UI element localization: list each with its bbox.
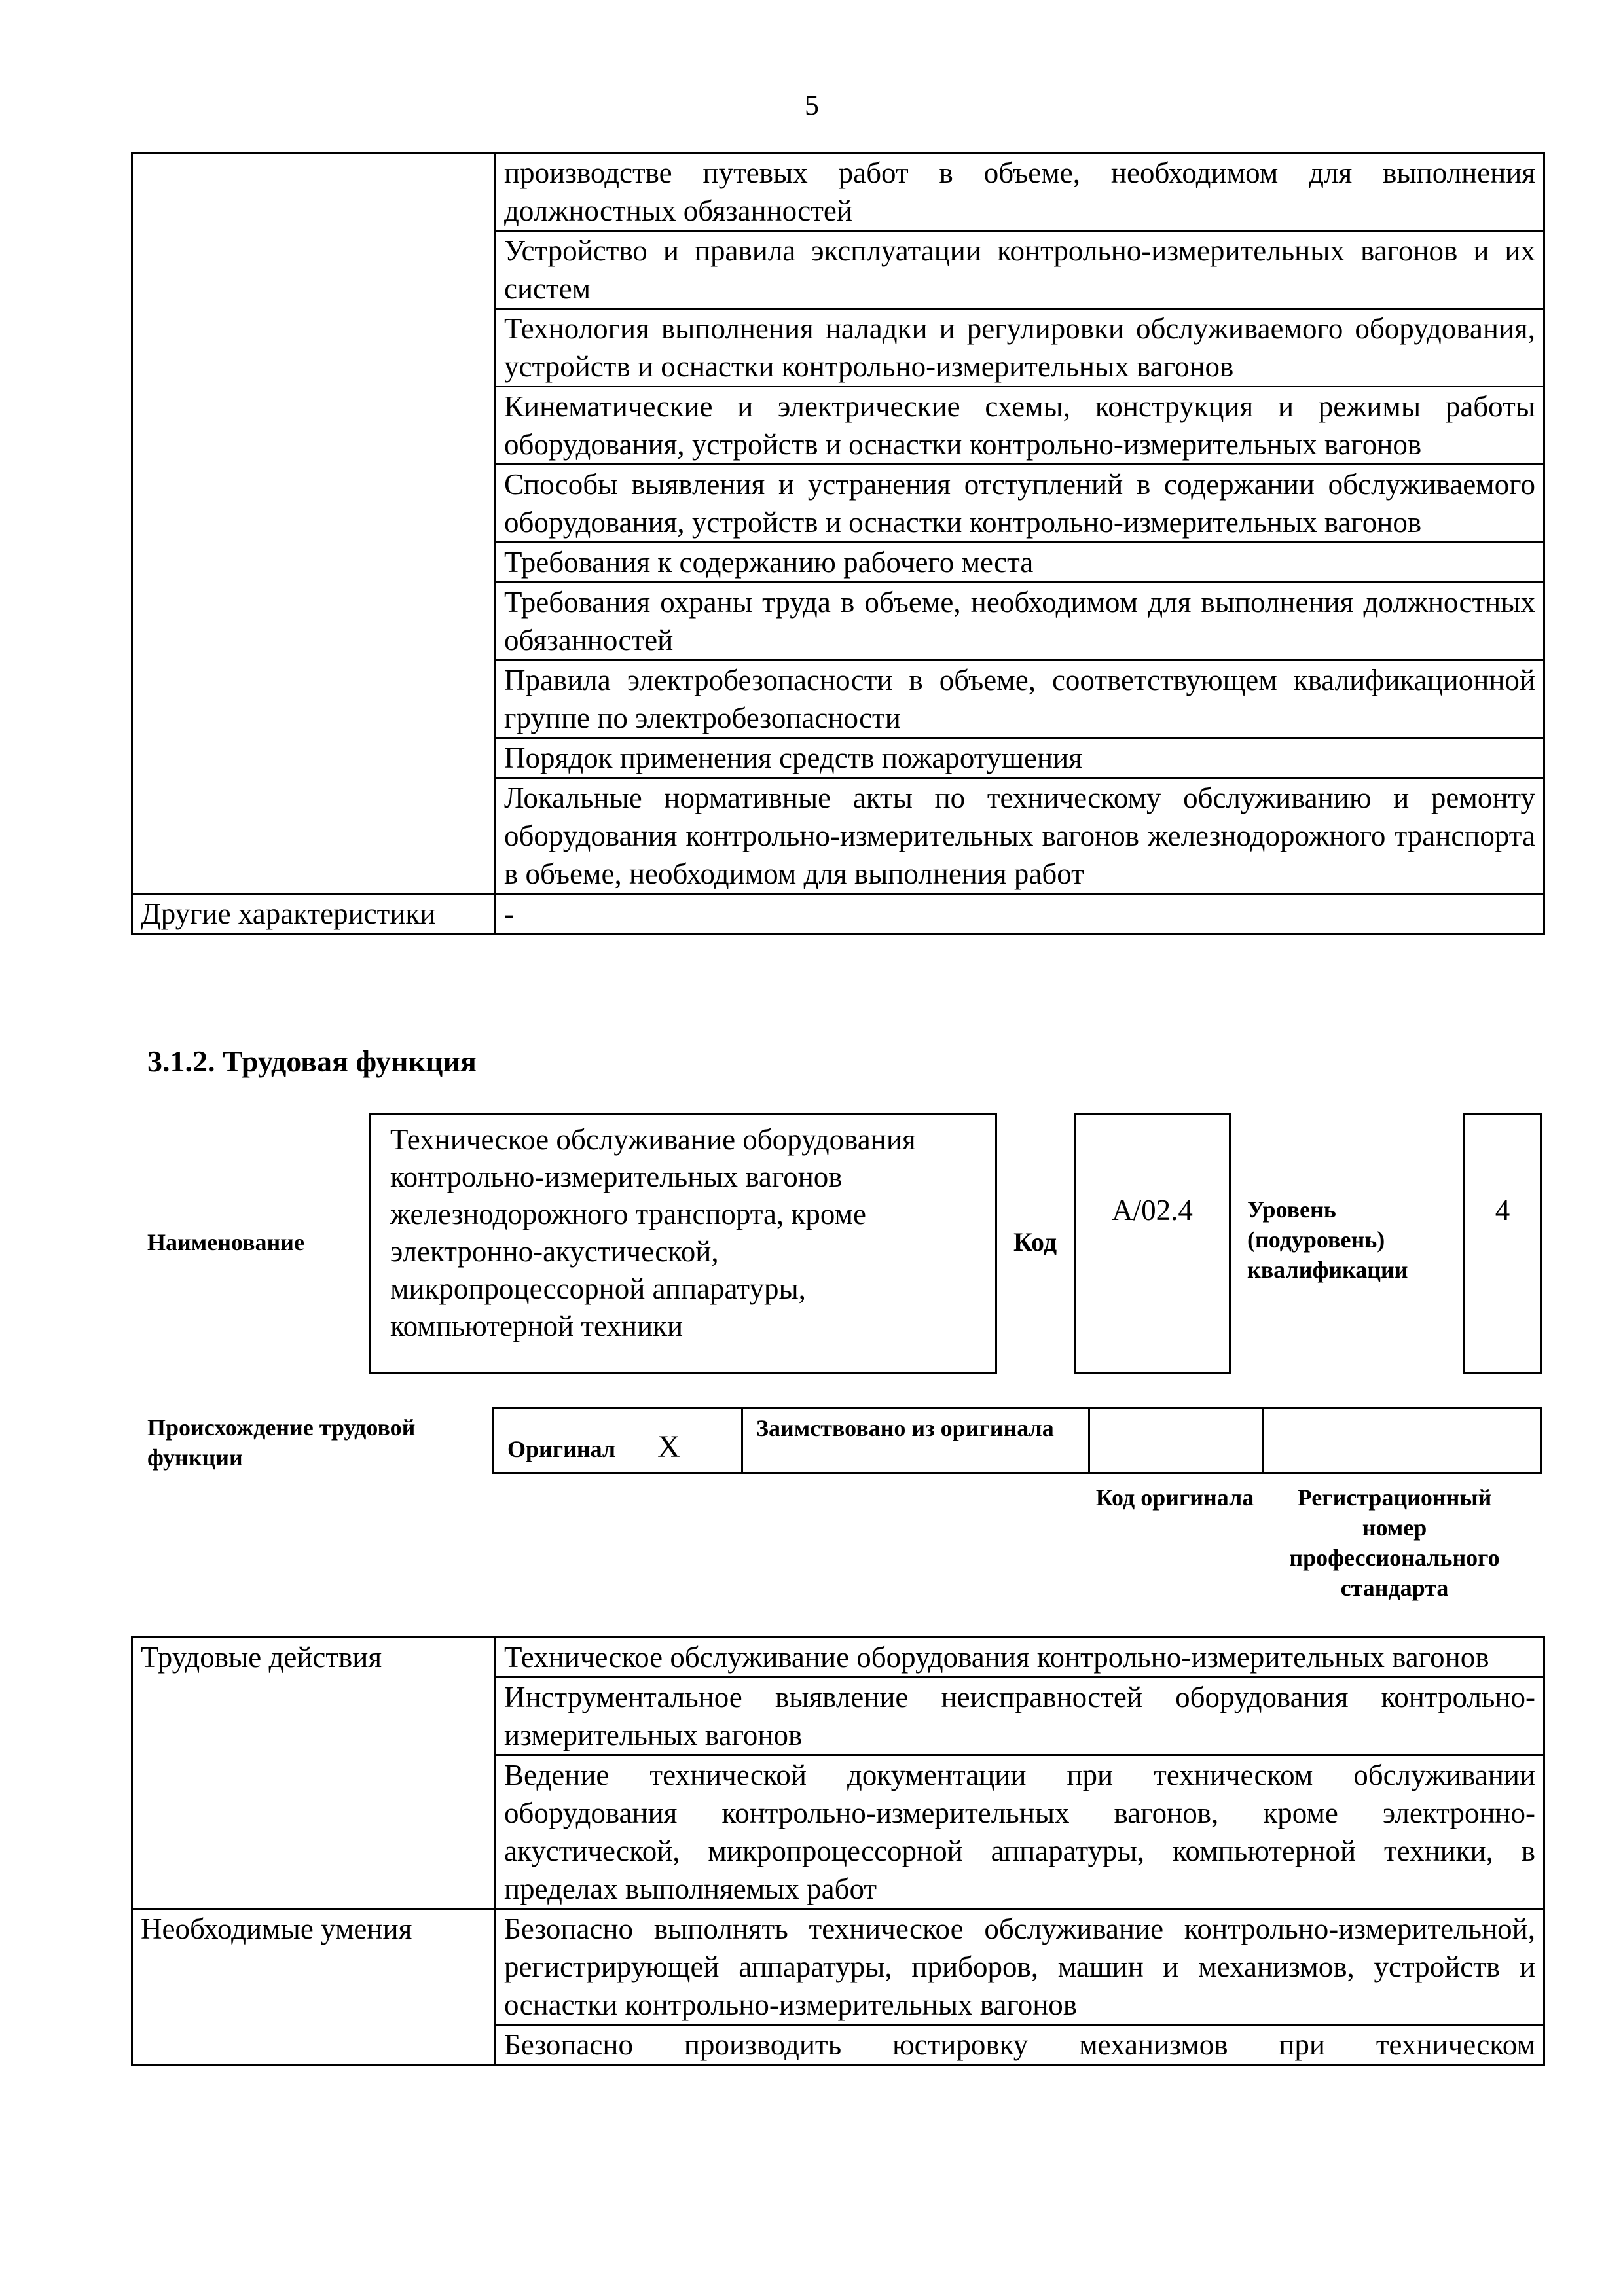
registration-number-caption: Регистрационный номер профессионального стандарта <box>1289 1484 1500 1601</box>
borrowed-label: Заимствовано из оригинала <box>742 1408 1089 1473</box>
origin-table <box>492 1407 1542 1474</box>
table-row <box>494 1408 1541 1473</box>
knowledge-table <box>131 152 1545 935</box>
registration-number-cell <box>1263 1408 1541 1473</box>
knowledge-item: Требования охраны труда в объеме, необходимом для выполнения должностных обязанностей <box>496 583 1544 660</box>
labor-action-item: Техническое обслуживание оборудования контрольно-измерительных вагонов <box>496 1638 1544 1677</box>
level-value-box: 4 <box>1463 1113 1542 1374</box>
knowledge-item: Требования к содержанию рабочего места <box>496 543 1544 583</box>
skills-label: Необходимые умения <box>132 1909 496 2065</box>
origin-label: Происхождение трудовой функции <box>147 1414 416 1471</box>
knowledge-item: Локальные нормативные акты по техническому обслуживанию и ремонту оборудования контрольно-измерительных вагонов железнодорожного транспорта в объеме, необходимом для выполнения работ <box>496 778 1544 894</box>
knowledge-item: производстве путевых работ в объеме, необходимом для выполнения должностных обязанностей <box>496 153 1544 231</box>
skill-item: Безопасно производить юстировку механизмов при техническом <box>496 2025 1544 2065</box>
knowledge-item: Порядок применения средств пожаротушения <box>496 738 1544 778</box>
name-label: Наименование <box>147 1229 304 1255</box>
empty-label-cell <box>132 153 496 894</box>
original-cell <box>494 1408 742 1473</box>
page-number: 5 <box>805 89 819 121</box>
section-heading: 3.1.2. Трудовая функция <box>147 1045 477 1078</box>
knowledge-item: Устройство и правила эксплуатации контрольно-измерительных вагонов и их систем <box>496 231 1544 309</box>
table-row <box>132 1909 1544 2025</box>
knowledge-item: Способы выявления и устранения отступлений в содержании обслуживаемого оборудования, устройств и оснастки контрольно-измерительных вагонов <box>496 465 1544 543</box>
knowledge-item: Правила электробезопасности в объеме, соответствующем квалификационной группе по электробезопасности <box>496 660 1544 738</box>
actions-table <box>131 1636 1545 2066</box>
labor-action-item: Инструментальное выявление неисправностей оборудования контрольно-измерительных вагонов <box>496 1677 1544 1755</box>
table-row <box>132 894 1544 934</box>
function-name-box: Техническое обслуживание оборудования контрольно-измерительных вагонов железнодорожного транспорта, кроме электронно-акустической, микропроцессорной аппаратуры, компьютерной техники <box>369 1113 997 1374</box>
table-row <box>132 1638 1544 1677</box>
original-code-cell <box>1089 1408 1263 1473</box>
code-value-box: А/02.4 <box>1074 1113 1231 1374</box>
other-characteristics-value: - <box>496 894 1544 934</box>
code-label: Код <box>1013 1227 1057 1257</box>
original-mark: X <box>657 1429 680 1464</box>
table-row <box>132 153 1544 231</box>
skill-item: Безопасно выполнять техническое обслуживание контрольно-измерительной, регистрирующей аппаратуры, приборов, машин и механизмов, устройств и оснастки контрольно-измерительных вагонов <box>496 1909 1544 2025</box>
level-label: Уровень (подуровень) квалификации <box>1247 1196 1408 1283</box>
other-characteristics-label: Другие характеристики <box>132 894 496 934</box>
labor-actions-label: Трудовые действия <box>132 1638 496 1909</box>
original-label: Оригинал <box>507 1436 616 1462</box>
knowledge-item: Кинематические и электрические схемы, конструкция и режимы работы оборудования, устройств и оснастки контрольно-измерительных вагонов <box>496 387 1544 465</box>
original-code-caption: Код оригинала <box>1095 1484 1254 1511</box>
knowledge-item: Технология выполнения наладки и регулировки обслуживаемого оборудования, устройств и оснастки контрольно-измерительных вагонов <box>496 309 1544 387</box>
labor-action-item: Ведение технической документации при техническом обслуживании оборудования контрольно-измерительных вагонов, кроме электронно-акустической, микропроцессорной аппаратуры, компьютерной техники, в пределах выполняемых работ <box>496 1755 1544 1909</box>
